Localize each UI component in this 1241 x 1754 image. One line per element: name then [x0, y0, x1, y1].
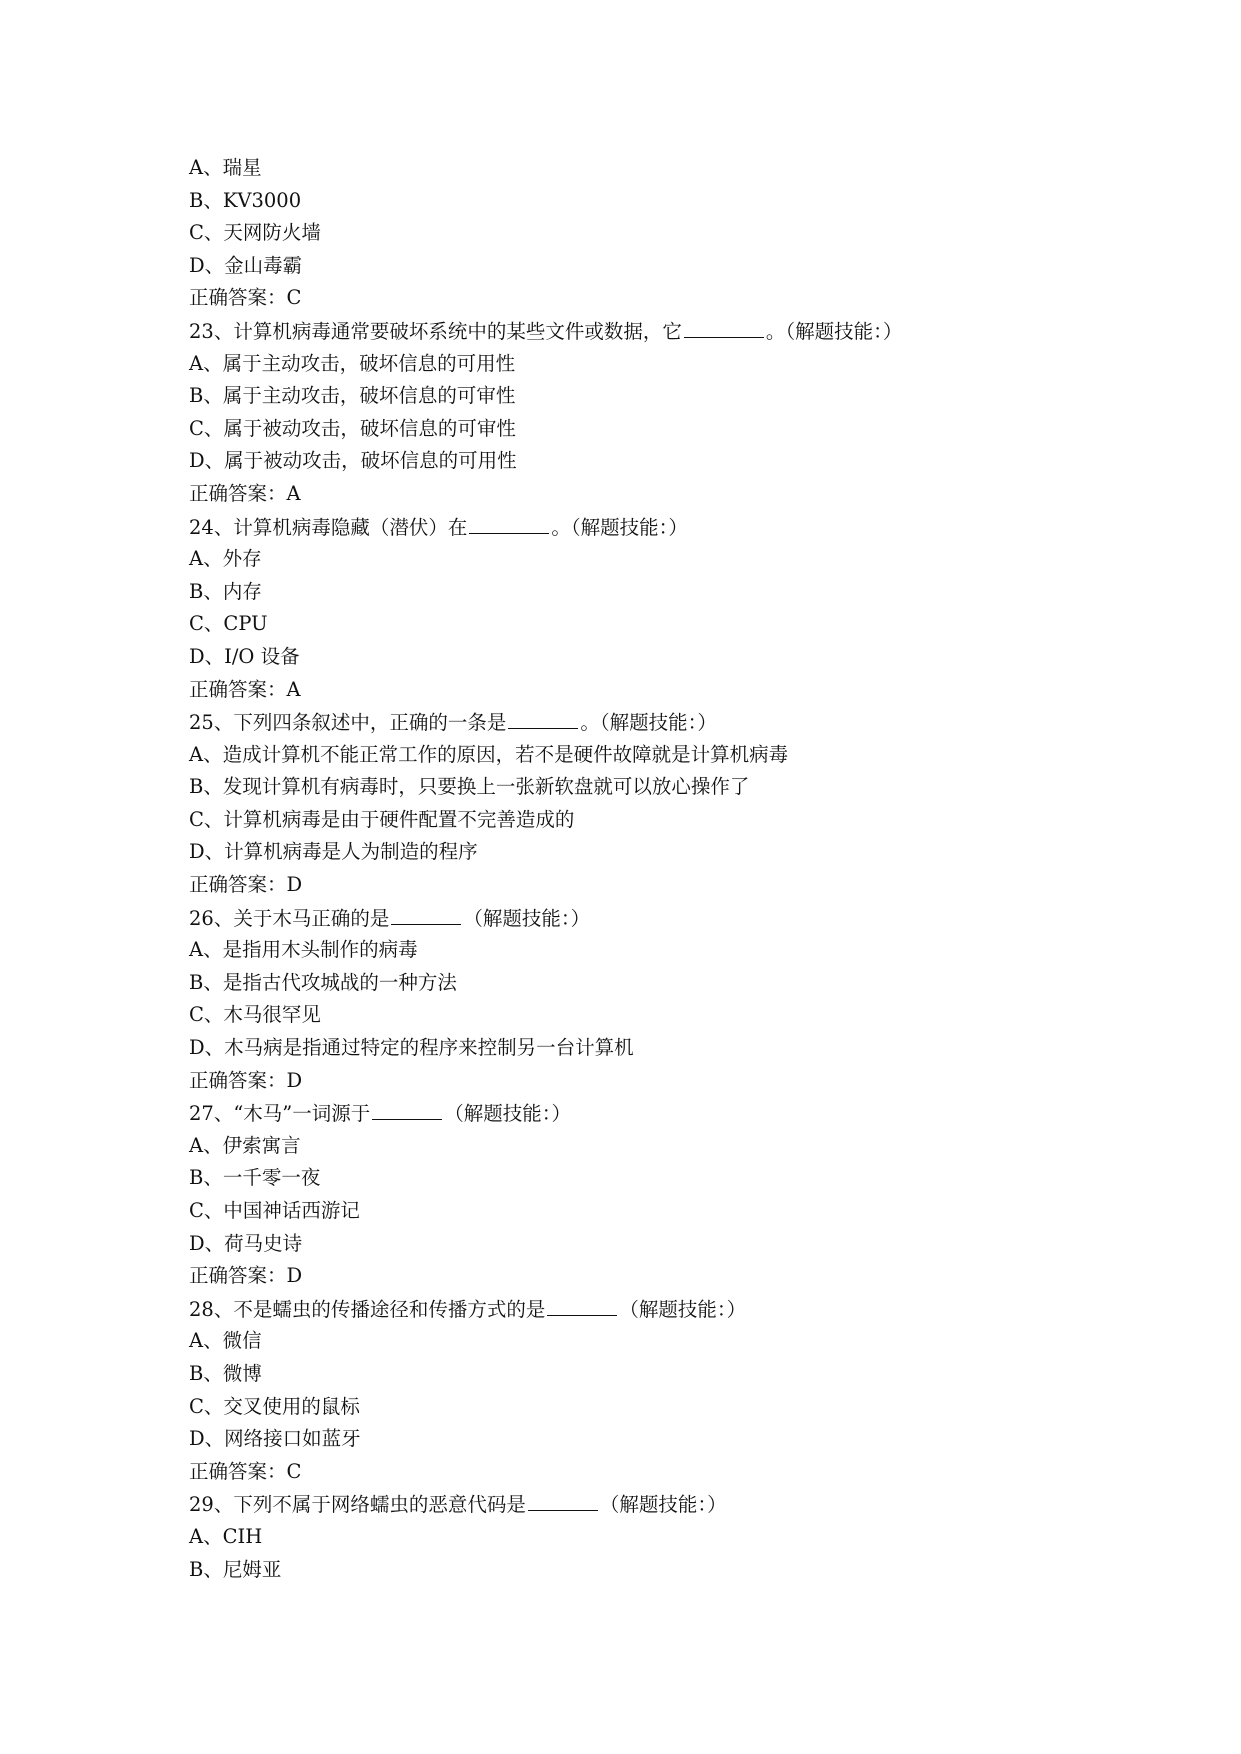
answer-option: D、I/O 设备 — [189, 644, 300, 668]
answer-option: C、中国神话西游记 — [189, 1199, 360, 1222]
question-text: 29、下列不属于网络蠕虫的恶意代码是 — [189, 1493, 526, 1517]
question-text: 23、计算机病毒通常要破坏系统中的某些文件或数据，它 — [189, 319, 682, 343]
answer-option: D、计算机病毒是人为制造的程序 — [189, 840, 478, 864]
answer-blank — [684, 315, 764, 338]
answer-option: C、CPU — [189, 612, 268, 636]
answer-option: A、属于主动攻击，破坏信息的可用性 — [189, 351, 516, 375]
answer-option: B、微博 — [189, 1361, 262, 1385]
answer-option: C、交叉使用的鼠标 — [189, 1394, 360, 1418]
correct-answer: 正确答案：D — [189, 873, 303, 897]
answer-blank — [547, 1293, 617, 1316]
answer-option: B、尼姆亚 — [189, 1557, 282, 1581]
answer-option: B、一千零一夜 — [189, 1166, 321, 1190]
correct-answer: 正确答案：A — [189, 677, 301, 701]
correct-answer: 正确答案：C — [189, 1459, 302, 1483]
question-text: 25、下列四条叙述中，正确的一条是 — [189, 711, 507, 735]
question-suffix: （解题技能：） — [463, 906, 591, 930]
question-stem — [189, 511, 1089, 544]
question-text: 26、关于木马正确的是 — [189, 906, 390, 930]
answer-option: D、木马病是指通过特定的程序来控制另一台计算机 — [189, 1036, 634, 1060]
answer-option: A、造成计算机不能正常工作的原因，若不是硬件故障就是计算机病毒 — [189, 742, 789, 766]
question-stem — [189, 1293, 1089, 1326]
answer-option: C、属于被动攻击，破坏信息的可审性 — [189, 416, 516, 440]
answer-option: B、属于主动攻击，破坏信息的可审性 — [189, 384, 516, 408]
answer-option: C、木马很罕见 — [189, 1003, 321, 1027]
question-stem — [189, 1097, 1089, 1130]
correct-answer: 正确答案：D — [189, 1264, 303, 1288]
question-text: 24、计算机病毒隐藏（潜伏）在 — [189, 515, 468, 539]
correct-answer: 正确答案：D — [189, 1068, 303, 1092]
question-suffix: （解题技能：） — [599, 1493, 727, 1517]
question-stem — [189, 315, 1089, 348]
correct-answer: 正确答案：A — [189, 481, 301, 505]
question-list — [189, 152, 1089, 1586]
question-suffix: （解题技能：） — [619, 1297, 747, 1321]
question-stem — [189, 902, 1089, 935]
answer-option: D、金山毒霸 — [189, 253, 303, 277]
answer-option: C、天网防火墙 — [189, 221, 321, 245]
question-stem — [189, 706, 1089, 739]
answer-blank — [508, 706, 578, 729]
question-text: 27、“木马”一词源于 — [189, 1102, 371, 1126]
question-suffix: 。（解题技能：） — [580, 711, 717, 735]
answer-blank — [372, 1097, 442, 1120]
answer-option: D、荷马史诗 — [189, 1231, 303, 1255]
question-text: 28、不是蠕虫的传播途径和传播方式的是 — [189, 1297, 546, 1321]
question-suffix: 。（解题技能：） — [765, 319, 903, 343]
answer-option: B、KV3000 — [189, 188, 302, 212]
correct-answer: 正确答案：C — [189, 286, 302, 310]
question-suffix: （解题技能：） — [444, 1102, 572, 1126]
answer-option: A、是指用木头制作的病毒 — [189, 938, 418, 962]
question-stem — [189, 1488, 1089, 1521]
answer-option: B、是指古代攻城战的一种方法 — [189, 970, 457, 994]
answer-option: A、CIH — [189, 1524, 263, 1548]
answer-option: C、计算机病毒是由于硬件配置不完善造成的 — [189, 807, 575, 831]
question-suffix: 。（解题技能：） — [551, 515, 688, 539]
answer-option: B、发现计算机有病毒时，只要换上一张新软盘就可以放心操作了 — [189, 775, 750, 799]
answer-option: A、微信 — [189, 1329, 262, 1353]
answer-blank — [469, 511, 549, 534]
answer-option: A、外存 — [189, 547, 262, 571]
answer-blank — [391, 902, 461, 925]
answer-option: A、瑞星 — [189, 156, 262, 179]
answer-option: D、属于被动攻击，破坏信息的可用性 — [189, 449, 517, 473]
answer-option: B、内存 — [189, 579, 262, 603]
answer-option: D、网络接口如蓝牙 — [189, 1427, 361, 1451]
answer-option: A、伊索寓言 — [189, 1133, 301, 1157]
answer-blank — [528, 1488, 598, 1511]
